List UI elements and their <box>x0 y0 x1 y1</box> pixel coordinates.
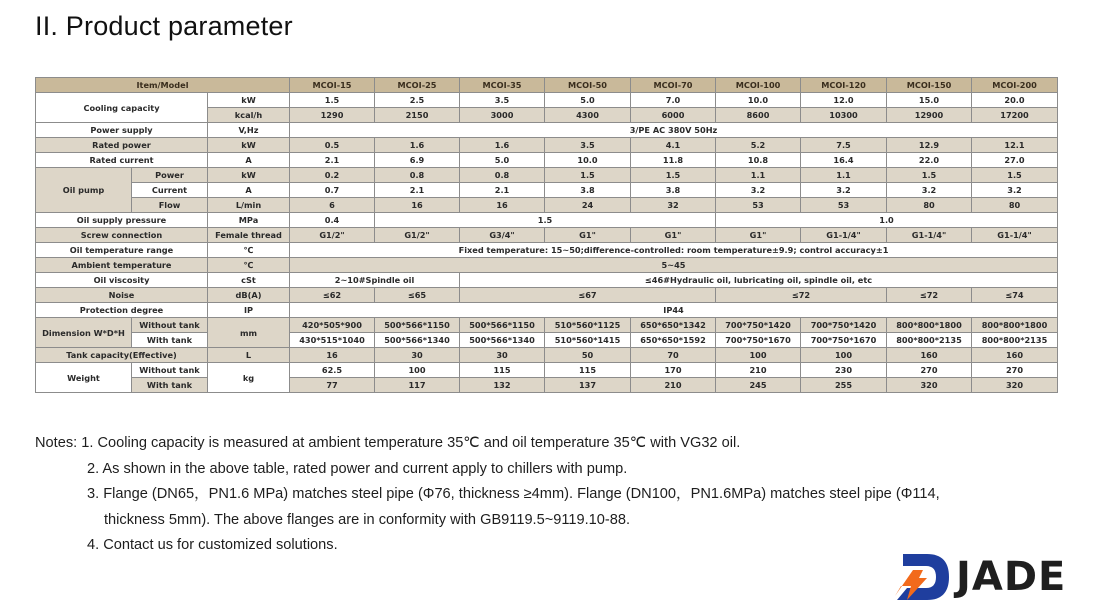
row-label: Rated current <box>36 153 208 168</box>
table-cell: 32 <box>631 198 716 213</box>
header-model: MCOI-25 <box>375 78 460 93</box>
table-cell: G1" <box>631 228 716 243</box>
table-cell: 320 <box>972 378 1058 393</box>
table-cell: 80 <box>972 198 1058 213</box>
note-3-continued: thickness 5mm). The above flanges are in conformity with GB9119.5~9119.10-88. <box>104 511 631 528</box>
table-cell: ≤72 <box>887 288 972 303</box>
table-cell: 12.9 <box>887 138 972 153</box>
table-cell: 700*750*1670 <box>801 333 887 348</box>
table-cell: ≤67 <box>460 288 716 303</box>
table-cell: 0.8 <box>375 168 460 183</box>
row-label: Rated power <box>36 138 208 153</box>
table-cell: 16 <box>375 198 460 213</box>
notes-section <box>35 431 940 559</box>
table-cell: 800*800*1800 <box>887 318 972 333</box>
table-cell: 0.2 <box>290 168 375 183</box>
table-cell: 70 <box>631 348 716 363</box>
table-cell: 0.8 <box>460 168 545 183</box>
table-cell: 15.0 <box>887 93 972 108</box>
table-cell: G1-1/4" <box>887 228 972 243</box>
header-model: MCOI-120 <box>801 78 887 93</box>
table-cell: 3.2 <box>801 183 887 198</box>
row-oil-pump-power <box>36 168 1058 183</box>
table-cell: 77 <box>290 378 375 393</box>
table-cell: 8600 <box>716 108 801 123</box>
table-cell: 5.0 <box>460 153 545 168</box>
table-cell: 27.0 <box>972 153 1058 168</box>
row-label: Dimension W*D*H <box>36 318 132 348</box>
table-cell: 3.2 <box>887 183 972 198</box>
table-cell: 510*560*1125 <box>545 318 631 333</box>
table-cell: 7.0 <box>631 93 716 108</box>
table-cell: ≤46#Hydraulic oil, lubricating oil, spindle oil, etc <box>460 273 1058 288</box>
header-model: MCOI-100 <box>716 78 801 93</box>
table-cell: 430*515*1040 <box>290 333 375 348</box>
table-cell: 700*750*1420 <box>801 318 887 333</box>
table-cell: 1.6 <box>460 138 545 153</box>
table-cell: 2.5 <box>375 93 460 108</box>
header-model: MCOI-35 <box>460 78 545 93</box>
table-cell: 500*566*1150 <box>375 318 460 333</box>
row-label: Noise <box>36 288 208 303</box>
unit-cell: kW <box>208 93 290 108</box>
unit-cell: kcal/h <box>208 108 290 123</box>
table-cell: 160 <box>887 348 972 363</box>
note-4: 4. Contact us for customized solutions. <box>87 537 338 554</box>
jade-d-logo-icon <box>893 552 953 602</box>
table-cell: 500*566*1340 <box>375 333 460 348</box>
table-header-row <box>36 78 1058 93</box>
table-cell: 3.8 <box>631 183 716 198</box>
table-cell: 1.1 <box>801 168 887 183</box>
table-cell: 30 <box>460 348 545 363</box>
table-cell: 3/PE AC 380V 50Hz <box>290 123 1058 138</box>
table-cell: IP44 <box>290 303 1058 318</box>
row-label: Oil temperature range <box>36 243 208 258</box>
table-cell: 1.5 <box>972 168 1058 183</box>
notes-prefix: Notes: <box>35 435 82 451</box>
table-cell: G1-1/4" <box>801 228 887 243</box>
unit-cell: A <box>208 153 290 168</box>
table-cell: 800*800*2135 <box>972 333 1058 348</box>
table-cell: 30 <box>375 348 460 363</box>
table-cell: 20.0 <box>972 93 1058 108</box>
row-label: Protection degree <box>36 303 208 318</box>
table-cell: 210 <box>716 363 801 378</box>
table-cell: 2150 <box>375 108 460 123</box>
row-oil-viscosity <box>36 273 1058 288</box>
table-cell: 6000 <box>631 108 716 123</box>
row-label: Ambient temperature <box>36 258 208 273</box>
table-cell: 16 <box>460 198 545 213</box>
row-rated-power <box>36 138 1058 153</box>
table-cell: 12.1 <box>972 138 1058 153</box>
table-cell: 0.7 <box>290 183 375 198</box>
table-cell: 3.5 <box>545 138 631 153</box>
table-cell: 700*750*1420 <box>716 318 801 333</box>
row-label: Cooling capacity <box>36 93 208 123</box>
unit-cell: ℃ <box>208 243 290 258</box>
table-cell: 115 <box>460 363 545 378</box>
row-power-supply <box>36 123 1058 138</box>
table-cell: 11.8 <box>631 153 716 168</box>
table-cell: 12900 <box>887 108 972 123</box>
table-cell: 2.1 <box>375 183 460 198</box>
table-cell: G1" <box>545 228 631 243</box>
table-cell: 1.6 <box>375 138 460 153</box>
table-cell: 0.4 <box>290 213 375 228</box>
table-cell: 510*560*1415 <box>545 333 631 348</box>
table-cell: 24 <box>545 198 631 213</box>
sub-label: Flow <box>132 198 208 213</box>
table-cell: 420*505*900 <box>290 318 375 333</box>
logo-text: JADE <box>956 554 1067 600</box>
table-cell: 320 <box>887 378 972 393</box>
table-cell: 255 <box>801 378 887 393</box>
table-cell: 62.5 <box>290 363 375 378</box>
table-cell: 700*750*1670 <box>716 333 801 348</box>
table-cell: G1/2" <box>375 228 460 243</box>
unit-cell: Female thread <box>208 228 290 243</box>
table-cell: 53 <box>716 198 801 213</box>
header-model: MCOI-200 <box>972 78 1058 93</box>
table-cell: 16 <box>290 348 375 363</box>
table-cell: Fixed temperature: 15~50;difference-controlled: room temperature±9.9; control accuracy±1 <box>290 243 1058 258</box>
row-tank-capacity <box>36 348 1058 363</box>
table-cell: 17200 <box>972 108 1058 123</box>
row-oil-temp-range <box>36 243 1058 258</box>
unit-cell: kW <box>208 138 290 153</box>
header-item-model: Item/Model <box>36 78 290 93</box>
table-cell: 2~10#Spindle oil <box>290 273 460 288</box>
table-cell: 117 <box>375 378 460 393</box>
table-cell: 270 <box>972 363 1058 378</box>
table-cell: 650*650*1592 <box>631 333 716 348</box>
table-cell: 5.2 <box>716 138 801 153</box>
note-3: 3. Flange (DN65，PN1.6 MPa) matches steel pipe (Φ76, thickness ≥4mm). Flange (DN100，PN1.6MPa) matches steel pipe (Φ114, <box>87 486 940 503</box>
header-model: MCOI-15 <box>290 78 375 93</box>
table-cell: 12.0 <box>801 93 887 108</box>
table-cell: 1.5 <box>375 213 716 228</box>
table-cell: 800*800*1800 <box>972 318 1058 333</box>
table-cell: 650*650*1342 <box>631 318 716 333</box>
header-model: MCOI-70 <box>631 78 716 93</box>
table-cell: G1" <box>716 228 801 243</box>
table-cell: 6 <box>290 198 375 213</box>
table-cell: 10300 <box>801 108 887 123</box>
product-parameter-table <box>35 77 1058 393</box>
row-protection-degree <box>36 303 1058 318</box>
table-cell: 3.5 <box>460 93 545 108</box>
unit-cell: IP <box>208 303 290 318</box>
row-oil-pump-current <box>36 183 1058 198</box>
row-label: Screw connection <box>36 228 208 243</box>
table-cell: G1-1/4" <box>972 228 1058 243</box>
row-screw-connection <box>36 228 1058 243</box>
row-cooling-kw <box>36 93 1058 108</box>
table-cell: 100 <box>801 348 887 363</box>
row-ambient-temp <box>36 258 1058 273</box>
table-cell: 16.4 <box>801 153 887 168</box>
table-cell: ≤65 <box>375 288 460 303</box>
table-cell: 1.5 <box>545 168 631 183</box>
sub-label: Current <box>132 183 208 198</box>
table-cell: 800*800*2135 <box>887 333 972 348</box>
unit-cell: A <box>208 183 290 198</box>
table-cell: 170 <box>631 363 716 378</box>
table-cell: 500*566*1150 <box>460 318 545 333</box>
table-cell: 115 <box>545 363 631 378</box>
table-cell: 2.1 <box>460 183 545 198</box>
table-cell: 500*566*1340 <box>460 333 545 348</box>
unit-cell: dB(A) <box>208 288 290 303</box>
table-cell: 3.8 <box>545 183 631 198</box>
sub-label: Without tank <box>132 363 208 378</box>
table-cell: 100 <box>375 363 460 378</box>
table-cell: 0.5 <box>290 138 375 153</box>
row-label: Oil supply pressure <box>36 213 208 228</box>
table-cell: 4.1 <box>631 138 716 153</box>
table-cell: G3/4" <box>460 228 545 243</box>
row-label: Oil pump <box>36 168 132 213</box>
table-cell: 2.1 <box>290 153 375 168</box>
table-cell: 4300 <box>545 108 631 123</box>
note-2: 2. As shown in the above table, rated power and current apply to chillers with pump. <box>87 460 628 477</box>
page-title: II. Product parameter <box>35 11 293 41</box>
table-cell: ≤74 <box>972 288 1058 303</box>
row-label: Power supply <box>36 123 208 138</box>
table-cell: 1.1 <box>716 168 801 183</box>
row-label: Weight <box>36 363 132 393</box>
table-cell: 1.5 <box>631 168 716 183</box>
table-cell: 5~45 <box>290 258 1058 273</box>
row-noise <box>36 288 1058 303</box>
header-model: MCOI-150 <box>887 78 972 93</box>
sub-label: With tank <box>132 333 208 348</box>
table-cell: 10.0 <box>545 153 631 168</box>
table-cell: 6.9 <box>375 153 460 168</box>
table-cell: 3.2 <box>972 183 1058 198</box>
table-cell: 1290 <box>290 108 375 123</box>
table-cell: 53 <box>801 198 887 213</box>
table-cell: 230 <box>801 363 887 378</box>
table-cell: 22.0 <box>887 153 972 168</box>
row-oil-supply-pressure <box>36 213 1058 228</box>
row-label: Tank capacity(Effective) <box>36 348 208 363</box>
row-weight-without <box>36 363 1058 378</box>
row-dimension-without <box>36 318 1058 333</box>
table-cell: 1.5 <box>887 168 972 183</box>
unit-cell: cSt <box>208 273 290 288</box>
row-dimension-with <box>36 333 1058 348</box>
table-cell: 245 <box>716 378 801 393</box>
table-cell: G1/2" <box>290 228 375 243</box>
table-cell: 10.8 <box>716 153 801 168</box>
table-cell: 3.2 <box>716 183 801 198</box>
header-model: MCOI-50 <box>545 78 631 93</box>
table-cell: ≤72 <box>716 288 887 303</box>
unit-cell: L/min <box>208 198 290 213</box>
table-cell: 1.0 <box>716 213 1058 228</box>
table-cell: ≤62 <box>290 288 375 303</box>
unit-cell: kg <box>208 363 290 393</box>
unit-cell: MPa <box>208 213 290 228</box>
sub-label: With tank <box>132 378 208 393</box>
row-weight-with <box>36 378 1058 393</box>
note-1: Notes: 1. Cooling capacity is measured at ambient temperature 35℃ and oil temperature 35℃ with VG32 oil. <box>35 435 741 451</box>
table-cell: 210 <box>631 378 716 393</box>
row-oil-pump-flow <box>36 198 1058 213</box>
table-cell: 7.5 <box>801 138 887 153</box>
sub-label: Power <box>132 168 208 183</box>
table-cell: 3000 <box>460 108 545 123</box>
table-cell: 80 <box>887 198 972 213</box>
table-cell: 5.0 <box>545 93 631 108</box>
table-cell: 100 <box>716 348 801 363</box>
table-cell: 10.0 <box>716 93 801 108</box>
table-cell: 137 <box>545 378 631 393</box>
unit-cell: kW <box>208 168 290 183</box>
table-cell: 270 <box>887 363 972 378</box>
table-cell: 132 <box>460 378 545 393</box>
sub-label: Without tank <box>132 318 208 333</box>
unit-cell: mm <box>208 318 290 348</box>
unit-cell: L <box>208 348 290 363</box>
table-cell: 1.5 <box>290 93 375 108</box>
table-cell: 50 <box>545 348 631 363</box>
jade-logo <box>893 552 1083 602</box>
table-cell: 160 <box>972 348 1058 363</box>
unit-cell: V,Hz <box>208 123 290 138</box>
unit-cell: ℃ <box>208 258 290 273</box>
row-label: Oil viscosity <box>36 273 208 288</box>
row-rated-current <box>36 153 1058 168</box>
